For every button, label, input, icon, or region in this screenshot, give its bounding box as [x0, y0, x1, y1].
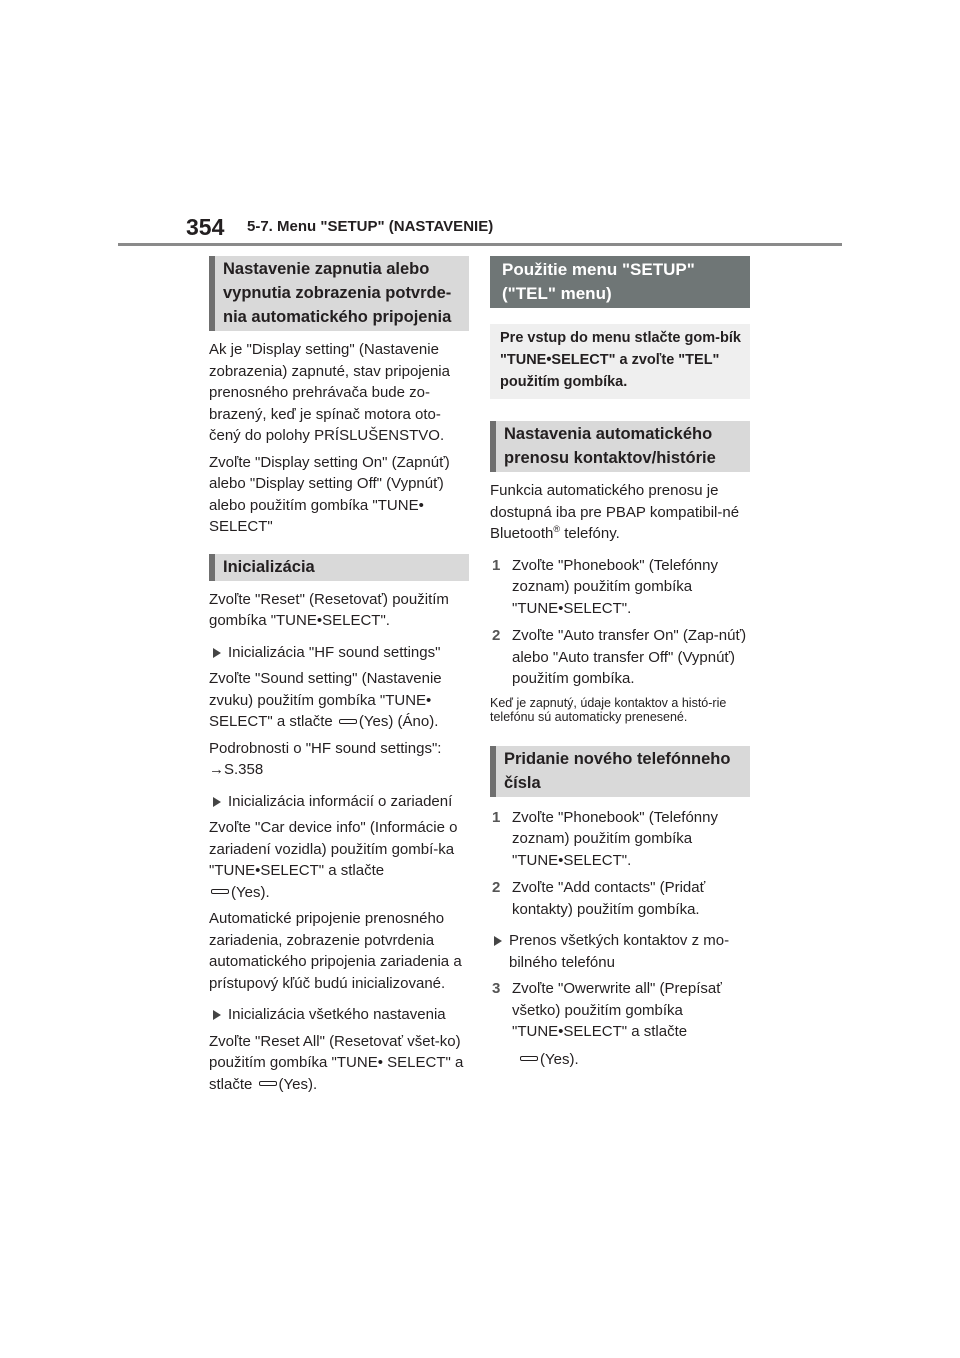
text: telefóny.: [560, 525, 620, 542]
step-number: 1: [492, 808, 501, 826]
step-item: [490, 877, 750, 920]
bullet-text: Inicializácia informácií o zariadení: [228, 792, 453, 810]
button-icon: [339, 719, 357, 724]
triangle-bullet-icon: [213, 648, 221, 658]
text: Funkcia automatického prenosu je dostupná iba pre PBAP kompatibil-né Bluetooth: [490, 482, 740, 542]
step-item: [490, 555, 750, 620]
step-text: Zvoľte "Owerwrite all" (Prepísať všetko) použitím gombíka "TUNE•SELECT" a stlačte: [512, 980, 722, 1040]
step-text: Zvoľte "Auto transfer On" (Zap-núť) alebo "Auto transfer Off" (Vypnúť) použitím gombíka.: [512, 627, 747, 687]
step-item: [490, 625, 750, 690]
button-icon: [259, 1081, 277, 1086]
paragraph: [490, 1049, 750, 1071]
step-item: [490, 807, 750, 872]
step-number: 3: [492, 980, 501, 997]
step-number: 1: [492, 556, 501, 574]
button-icon: [520, 1056, 538, 1061]
paragraph: Zvoľte "Display setting On" (Zapnúť) alebo "Display setting Off" (Vypnúť) alebo použitím gombíka "TUNE• SELECT": [209, 453, 450, 535]
triangle-bullet-icon: [213, 797, 221, 807]
text: (Yes).: [278, 1075, 318, 1093]
text: Zvoľte "Car device info" (Informácie o zariadení vozidla) použitím gombí-ka "TUNE•SELECT" a stlačte: [209, 819, 458, 879]
step-item: [490, 978, 750, 1043]
step-text: Zvoľte "Phonebook" (Telefónny zoznam) použitím gombíka "TUNE•SELECT".: [512, 556, 718, 617]
page-reference: →S.358: [209, 761, 264, 778]
paragraph: Automatické pripojenie prenosného zariadenia, zobrazenie potvrdenia automatického pripojenia zariadenia a prístupový kľúč budú inicializované.: [209, 910, 462, 992]
paragraph: [209, 738, 469, 781]
text: (Yes).: [540, 1050, 579, 1068]
step-text: Zvoľte "Add contacts" (Pridať kontakty) použitím gombíka.: [512, 879, 706, 918]
registered-mark: ®: [553, 524, 561, 534]
bullet-hf-sound: [209, 642, 469, 664]
bullet-text: Inicializácia "HF sound settings": [228, 643, 441, 661]
paragraph: [209, 668, 469, 733]
step-text: Zvoľte "Phonebook" (Telefónny zoznam) použitím gombíka "TUNE•SELECT".: [512, 808, 718, 869]
triangle-bullet-icon: [213, 1010, 221, 1020]
right-column: [490, 256, 750, 1075]
note: Keď je zapnutý, údaje kontaktov a histó-rie telefónu sú automaticky prenesené.: [490, 695, 727, 724]
paragraph: Ak je "Display setting" (Nastavenie zobrazenia) zapnuté, stav pripojenia prenosného prehrávača bude zo-brazený, keď je spínač motora oto-čený do polohy PRÍSLUŠENSTVO.: [209, 341, 450, 444]
step-number: 2: [492, 627, 501, 644]
bullet-transfer-all: [490, 930, 750, 973]
bullet-text: Prenos všetkých kontaktov z mo-bilného telefónu: [509, 932, 730, 971]
section-heading-auto-transfer: Nastavenia automatického prenosu kontaktov/histórie: [490, 421, 750, 472]
text: Podrobnosti o "HF sound settings":: [209, 739, 442, 757]
paragraph: [209, 1031, 469, 1096]
bullet-device-info: [209, 791, 469, 813]
step-number: 2: [492, 879, 501, 896]
text: (Yes).: [231, 883, 270, 901]
info-box: Pre vstup do menu stlačte gom-bík "TUNE•SELECT" a zvoľte "TEL" použitím gombíka.: [490, 324, 750, 399]
section-heading-add-number: Pridanie nového telefónneho čísla: [490, 746, 750, 797]
bullet-reset-all: [209, 1004, 469, 1026]
section-heading-setup-tel: Použitie menu "SETUP" ("TEL" menu): [490, 256, 750, 308]
header-rule: [118, 243, 842, 246]
left-column: [209, 256, 469, 1100]
text: Zvoľte "Reset All" (Resetovať všet-ko) použitím gombíka "TUNE• SELECT" a stlačte: [209, 1032, 464, 1093]
section-heading-display-setting: Nastavenie zapnutia alebo vypnutia zobrazenia potvrde-nia automatického pripojenia: [209, 256, 469, 331]
paragraph: [490, 480, 750, 545]
paragraph: [209, 817, 469, 903]
text: Zvoľte "Sound setting" (Nastavenie zvuku) použitím gombíka "TUNE• SELECT" a stlačte: [209, 670, 442, 730]
paragraph: Zvoľte "Reset" (Resetovať) použitím gombíka "TUNE•SELECT".: [209, 590, 449, 629]
button-icon: [211, 889, 229, 894]
chapter-title: 5-7. Menu "SETUP" (NASTAVENIE): [247, 218, 494, 235]
section-heading-initialization: Inicializácia: [209, 554, 469, 581]
text: (Yes) (Áno).: [358, 713, 439, 730]
bullet-text: Inicializácia všetkého nastavenia: [228, 1006, 446, 1023]
triangle-bullet-icon: [494, 936, 502, 946]
page-number: 354: [186, 214, 225, 240]
